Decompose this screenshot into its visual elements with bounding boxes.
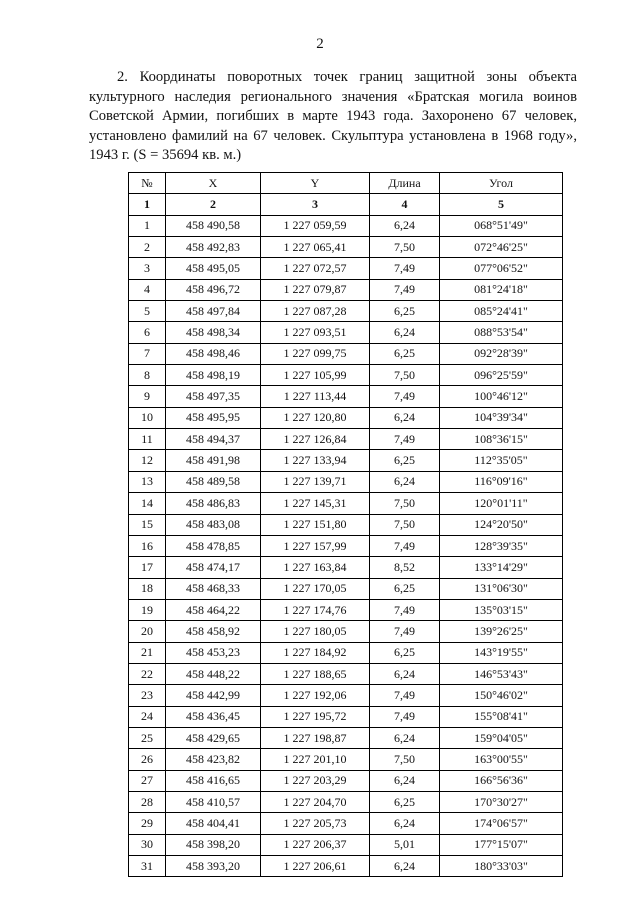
- y-cell: 1 227 201,10: [261, 749, 370, 770]
- length-cell: 6,24: [370, 471, 440, 492]
- length-cell: 6,25: [370, 343, 440, 364]
- y-cell: 1 227 184,92: [261, 642, 370, 663]
- x-cell: 458 478,85: [166, 535, 261, 556]
- angle-cell: 088°53'54": [440, 322, 563, 343]
- angle-cell: 072°46'25": [440, 237, 563, 258]
- y-cell: 1 227 188,65: [261, 663, 370, 684]
- table-body: [129, 215, 563, 877]
- y-cell: 1 227 059,59: [261, 215, 370, 236]
- point-number-cell: 29: [129, 813, 166, 834]
- x-cell: 458 498,46: [166, 343, 261, 364]
- table-row: [129, 493, 563, 514]
- table-row: [129, 578, 563, 599]
- angle-cell: 133°14'29": [440, 557, 563, 578]
- length-cell: 6,25: [370, 450, 440, 471]
- coordinates-table: [128, 172, 563, 877]
- angle-cell: 170°30'27": [440, 791, 563, 812]
- table-row: [129, 237, 563, 258]
- x-cell: 458 483,08: [166, 514, 261, 535]
- angle-cell: 177°15'07": [440, 834, 563, 855]
- angle-cell: 128°39'35": [440, 535, 563, 556]
- length-cell: 7,50: [370, 237, 440, 258]
- length-cell: 7,50: [370, 514, 440, 535]
- y-cell: 1 227 065,41: [261, 237, 370, 258]
- point-number-cell: 3: [129, 258, 166, 279]
- column-number: 3: [261, 194, 370, 215]
- y-cell: 1 227 203,29: [261, 770, 370, 791]
- y-cell: 1 227 105,99: [261, 365, 370, 386]
- y-cell: 1 227 072,57: [261, 258, 370, 279]
- table-row: [129, 706, 563, 727]
- angle-cell: 150°46'02": [440, 685, 563, 706]
- point-number-cell: 25: [129, 727, 166, 748]
- section-heading: 2. Координаты поворотных точек границ защитной зоны объекта культурного наследия регионального значения «Братская могила воинов Советской Армии, погибших в марте 1943 года. Захоронено 67 человек, установлено фамилий на 67 человек. Скульптура установлена в 1968 году», 1943 г. (S = 35694 кв. м.): [89, 69, 577, 163]
- column-number: 4: [370, 194, 440, 215]
- point-number-cell: 28: [129, 791, 166, 812]
- point-number-cell: 18: [129, 578, 166, 599]
- y-cell: 1 227 120,80: [261, 407, 370, 428]
- angle-cell: 135°03'15": [440, 599, 563, 620]
- point-number-cell: 9: [129, 386, 166, 407]
- y-cell: 1 227 113,44: [261, 386, 370, 407]
- angle-cell: 159°04'05": [440, 727, 563, 748]
- x-cell: 458 429,65: [166, 727, 261, 748]
- length-cell: 6,25: [370, 791, 440, 812]
- table-row: [129, 856, 563, 877]
- y-cell: 1 227 139,71: [261, 471, 370, 492]
- x-cell: 458 497,84: [166, 301, 261, 322]
- y-cell: 1 227 163,84: [261, 557, 370, 578]
- point-number-cell: 8: [129, 365, 166, 386]
- angle-cell: 108°36'15": [440, 429, 563, 450]
- length-cell: 6,24: [370, 215, 440, 236]
- y-cell: 1 227 087,28: [261, 301, 370, 322]
- angle-cell: 174°06'57": [440, 813, 563, 834]
- point-number-cell: 2: [129, 237, 166, 258]
- header-y: Y: [261, 173, 370, 194]
- column-number: 1: [129, 194, 166, 215]
- angle-cell: 085°24'41": [440, 301, 563, 322]
- table-row: [129, 685, 563, 706]
- point-number-cell: 30: [129, 834, 166, 855]
- y-cell: 1 227 195,72: [261, 706, 370, 727]
- length-cell: 7,49: [370, 706, 440, 727]
- point-number-cell: 4: [129, 279, 166, 300]
- y-cell: 1 227 205,73: [261, 813, 370, 834]
- x-cell: 458 398,20: [166, 834, 261, 855]
- length-cell: 8,52: [370, 557, 440, 578]
- table-row: [129, 258, 563, 279]
- x-cell: 458 498,19: [166, 365, 261, 386]
- y-cell: 1 227 206,37: [261, 834, 370, 855]
- point-number-cell: 17: [129, 557, 166, 578]
- point-number-cell: 15: [129, 514, 166, 535]
- angle-cell: 077°06'52": [440, 258, 563, 279]
- x-cell: 458 497,35: [166, 386, 261, 407]
- x-cell: 458 458,92: [166, 621, 261, 642]
- table-row: [129, 343, 563, 364]
- point-number-cell: 16: [129, 535, 166, 556]
- angle-cell: 146°53'43": [440, 663, 563, 684]
- angle-cell: 166°56'36": [440, 770, 563, 791]
- length-cell: 6,25: [370, 301, 440, 322]
- table-row: [129, 215, 563, 236]
- x-cell: 458 494,37: [166, 429, 261, 450]
- x-cell: 458 468,33: [166, 578, 261, 599]
- length-cell: 6,24: [370, 727, 440, 748]
- length-cell: 7,49: [370, 258, 440, 279]
- angle-cell: 139°26'25": [440, 621, 563, 642]
- point-number-cell: 20: [129, 621, 166, 642]
- point-number-cell: 24: [129, 706, 166, 727]
- table-row: [129, 834, 563, 855]
- angle-cell: 096°25'59": [440, 365, 563, 386]
- table-row: [129, 322, 563, 343]
- angle-cell: 155°08'41": [440, 706, 563, 727]
- point-number-cell: 10: [129, 407, 166, 428]
- table-row: [129, 407, 563, 428]
- angle-cell: 112°35'05": [440, 450, 563, 471]
- point-number-cell: 26: [129, 749, 166, 770]
- table-row: [129, 514, 563, 535]
- angle-cell: 143°19'55": [440, 642, 563, 663]
- y-cell: 1 227 174,76: [261, 599, 370, 620]
- table-row: [129, 727, 563, 748]
- length-cell: 7,49: [370, 386, 440, 407]
- length-cell: 7,49: [370, 621, 440, 642]
- y-cell: 1 227 204,70: [261, 791, 370, 812]
- table-row: [129, 791, 563, 812]
- angle-cell: 100°46'12": [440, 386, 563, 407]
- point-number-cell: 14: [129, 493, 166, 514]
- y-cell: 1 227 151,80: [261, 514, 370, 535]
- table-row: [129, 749, 563, 770]
- x-cell: 458 492,83: [166, 237, 261, 258]
- table-row: [129, 621, 563, 642]
- length-cell: 6,24: [370, 770, 440, 791]
- table-row: [129, 301, 563, 322]
- point-number-cell: 19: [129, 599, 166, 620]
- x-cell: 458 498,34: [166, 322, 261, 343]
- x-cell: 458 495,05: [166, 258, 261, 279]
- table-row: [129, 279, 563, 300]
- x-cell: 458 491,98: [166, 450, 261, 471]
- angle-cell: 124°20'50": [440, 514, 563, 535]
- table-row: [129, 429, 563, 450]
- x-cell: 458 442,99: [166, 685, 261, 706]
- point-number-cell: 22: [129, 663, 166, 684]
- table-row: [129, 450, 563, 471]
- table-row: [129, 557, 563, 578]
- length-cell: 7,49: [370, 685, 440, 706]
- column-number: 2: [166, 194, 261, 215]
- header-x: X: [166, 173, 261, 194]
- angle-cell: 104°39'34": [440, 407, 563, 428]
- x-cell: 458 404,41: [166, 813, 261, 834]
- x-cell: 458 393,20: [166, 856, 261, 877]
- point-number-cell: 1: [129, 215, 166, 236]
- point-number-cell: 31: [129, 856, 166, 877]
- angle-cell: 081°24'18": [440, 279, 563, 300]
- angle-cell: 092°28'39": [440, 343, 563, 364]
- angle-cell: 068°51'49": [440, 215, 563, 236]
- table-row: [129, 813, 563, 834]
- table-row: [129, 386, 563, 407]
- page-number: 2: [316, 36, 324, 52]
- header-length: Длина: [370, 173, 440, 194]
- angle-cell: 120°01'11": [440, 493, 563, 514]
- length-cell: 6,25: [370, 578, 440, 599]
- y-cell: 1 227 079,87: [261, 279, 370, 300]
- length-cell: 6,24: [370, 322, 440, 343]
- y-cell: 1 227 157,99: [261, 535, 370, 556]
- x-cell: 458 416,65: [166, 770, 261, 791]
- point-number-cell: 27: [129, 770, 166, 791]
- length-cell: 6,24: [370, 407, 440, 428]
- length-cell: 5,01: [370, 834, 440, 855]
- point-number-cell: 6: [129, 322, 166, 343]
- point-number-cell: 5: [129, 301, 166, 322]
- y-cell: 1 227 192,06: [261, 685, 370, 706]
- x-cell: 458 448,22: [166, 663, 261, 684]
- length-cell: 6,24: [370, 663, 440, 684]
- angle-cell: 131°06'30": [440, 578, 563, 599]
- y-cell: 1 227 206,61: [261, 856, 370, 877]
- point-number-cell: 12: [129, 450, 166, 471]
- angle-cell: 163°00'55": [440, 749, 563, 770]
- x-cell: 458 453,23: [166, 642, 261, 663]
- x-cell: 458 486,83: [166, 493, 261, 514]
- x-cell: 458 489,58: [166, 471, 261, 492]
- point-number-cell: 21: [129, 642, 166, 663]
- length-cell: 7,50: [370, 749, 440, 770]
- table-row: [129, 663, 563, 684]
- table-row: [129, 642, 563, 663]
- table-row: [129, 365, 563, 386]
- y-cell: 1 227 180,05: [261, 621, 370, 642]
- length-cell: 7,50: [370, 365, 440, 386]
- point-number-cell: 11: [129, 429, 166, 450]
- length-cell: 6,24: [370, 856, 440, 877]
- y-cell: 1 227 198,87: [261, 727, 370, 748]
- x-cell: 458 436,45: [166, 706, 261, 727]
- table-row: [129, 471, 563, 492]
- column-number-row: [129, 194, 563, 215]
- y-cell: 1 227 133,94: [261, 450, 370, 471]
- length-cell: 7,50: [370, 493, 440, 514]
- y-cell: 1 227 126,84: [261, 429, 370, 450]
- x-cell: 458 474,17: [166, 557, 261, 578]
- y-cell: 1 227 170,05: [261, 578, 370, 599]
- length-cell: 7,49: [370, 599, 440, 620]
- y-cell: 1 227 093,51: [261, 322, 370, 343]
- x-cell: 458 464,22: [166, 599, 261, 620]
- point-number-cell: 7: [129, 343, 166, 364]
- angle-cell: 116°09'16": [440, 471, 563, 492]
- y-cell: 1 227 099,75: [261, 343, 370, 364]
- point-number-cell: 23: [129, 685, 166, 706]
- x-cell: 458 496,72: [166, 279, 261, 300]
- x-cell: 458 490,58: [166, 215, 261, 236]
- table-row: [129, 535, 563, 556]
- length-cell: 6,25: [370, 642, 440, 663]
- length-cell: 6,24: [370, 813, 440, 834]
- table-row: [129, 770, 563, 791]
- y-cell: 1 227 145,31: [261, 493, 370, 514]
- x-cell: 458 410,57: [166, 791, 261, 812]
- length-cell: 7,49: [370, 279, 440, 300]
- column-number: 5: [440, 194, 563, 215]
- table-row: [129, 599, 563, 620]
- angle-cell: 180°33'03": [440, 856, 563, 877]
- x-cell: 458 495,95: [166, 407, 261, 428]
- x-cell: 458 423,82: [166, 749, 261, 770]
- header-number: №: [129, 173, 166, 194]
- point-number-cell: 13: [129, 471, 166, 492]
- header-angle: Угол: [440, 173, 563, 194]
- table-header-row: [129, 173, 563, 194]
- length-cell: 7,49: [370, 429, 440, 450]
- length-cell: 7,49: [370, 535, 440, 556]
